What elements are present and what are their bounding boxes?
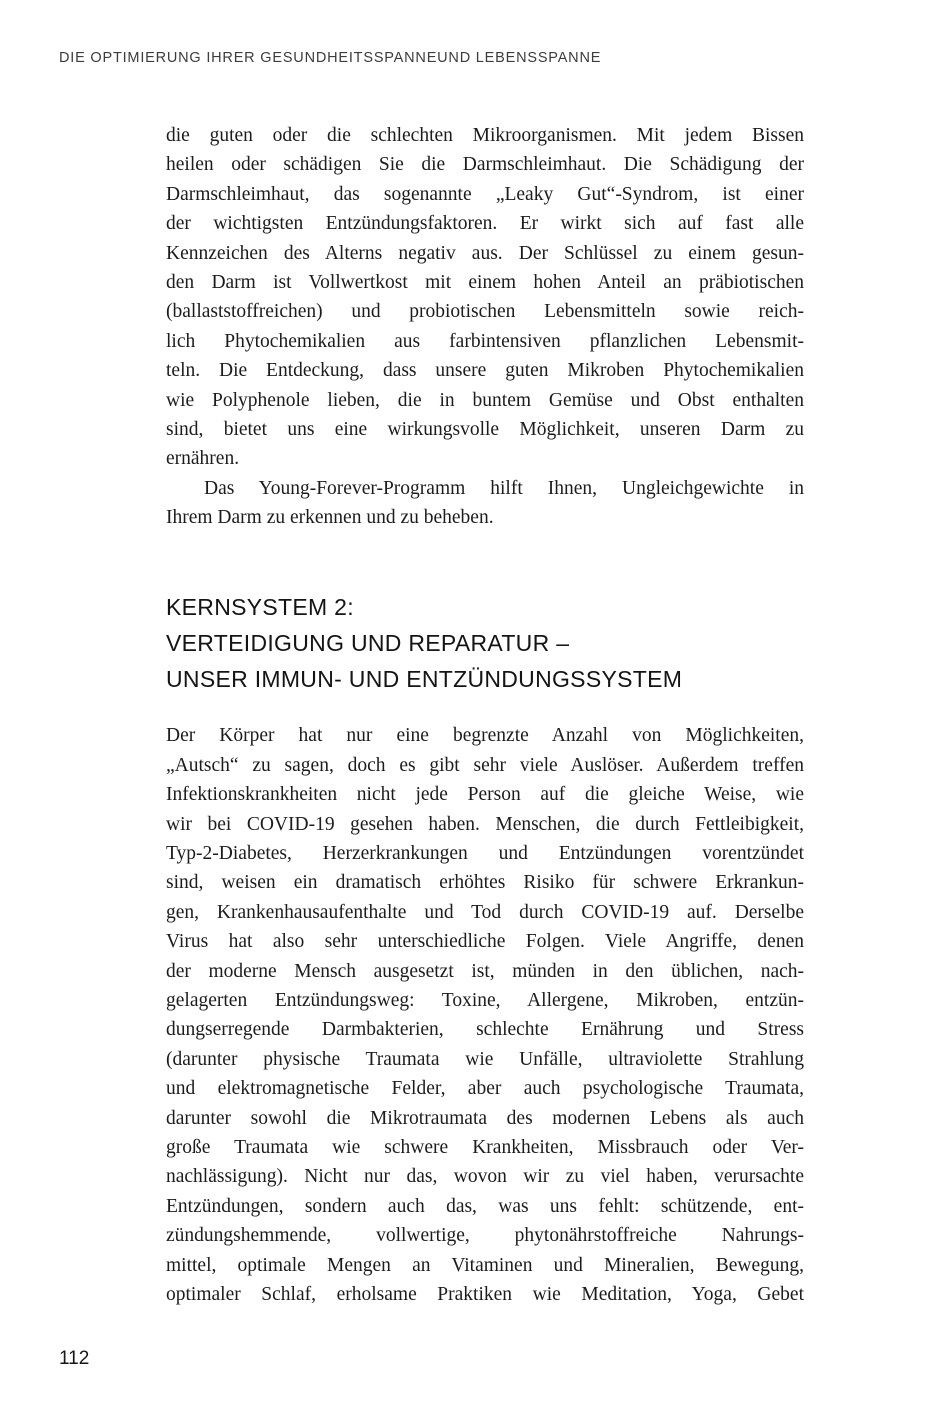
text-line: ernähren.	[166, 448, 240, 470]
text-line: dungserregende Darmbakterien, schlechte Ernährung und Stress	[166, 1019, 804, 1041]
text-line: Der Körper hat nur eine begrenzte Anzahl von Möglichkeiten,	[166, 725, 804, 747]
text-line: Kennzeichen des Alterns negativ aus. Der Schlüssel zu einem gesun-	[166, 242, 804, 264]
text-line: mittel, optimale Mengen an Vitaminen und Mineralien, Bewegung,	[166, 1254, 804, 1276]
running-header: DIE OPTIMIERUNG IHRER GESUNDHEITSSPANNEUND LEBENSSPANNE	[59, 50, 602, 66]
text-line: (darunter physische Traumata wie Unfälle, ultraviolette Strahlung	[166, 1048, 804, 1070]
section-heading-line: UNSER IMMUN- UND ENTZÜNDUNGSSYSTEM	[166, 666, 683, 693]
text-block	[166, 121, 804, 1309]
paragraph-2	[166, 474, 804, 533]
text-line: der wichtigsten Entzündungsfaktoren. Er wirkt sich auf fast alle	[166, 213, 804, 235]
paragraph-3	[166, 721, 804, 1309]
section-heading	[166, 589, 804, 697]
text-line: und elektromagnetische Felder, aber auch psychologische Traumata,	[166, 1078, 804, 1100]
text-line: Ihrem Darm zu erkennen und zu beheben.	[166, 507, 494, 529]
text-line: die guten oder die schlechten Mikroorganismen. Mit jedem Bissen	[166, 125, 804, 146]
section-heading-line: VERTEIDIGUNG UND REPARATUR –	[166, 630, 570, 657]
text-line: Infektionskrankheiten nicht jede Person auf die gleiche Weise, wie	[166, 784, 804, 806]
text-line: wie Polyphenole lieben, die in buntem Gemüse und Obst enthalten	[166, 389, 804, 411]
text-line: optimaler Schlaf, erholsame Praktiken wie Meditation, Yoga, Gebet	[166, 1283, 804, 1305]
text-line: Entzündungen, sondern auch das, was uns fehlt: schützende, ent-	[166, 1195, 804, 1217]
text-line: „Autsch“ zu sagen, doch es gibt sehr viele Auslöser. Außerdem treffen	[166, 754, 804, 776]
text-line: Das Young-Forever-Programm hilft Ihnen, Ungleichgewichte in	[204, 477, 804, 499]
text-line: sind, weisen ein dramatisch erhöhtes Risiko für schwere Erkrankun-	[166, 872, 804, 894]
text-line: darunter sowohl die Mikrotraumata des modernen Lebens als auch	[166, 1107, 804, 1129]
text-line: teln. Die Entdeckung, dass unsere guten Mikroben Phytochemikalien	[166, 360, 804, 382]
text-line: gelagerten Entzündungsweg: Toxine, Allergene, Mikroben, entzün-	[166, 989, 804, 1011]
text-line: Darmschleimhaut, das sogenannte „Leaky Gut“-Syndrom, ist einer	[166, 183, 804, 205]
text-line: wir bei COVID-19 gesehen haben. Menschen, die durch Fettleibigkeit,	[166, 813, 804, 835]
text-line: zündungshemmende, vollwertige, phytonährstoffreiche Nahrungs-	[166, 1225, 804, 1247]
section-heading-line: KERNSYSTEM 2:	[166, 594, 354, 621]
text-line: den Darm ist Vollwertkost mit einem hohen Anteil an präbiotischen	[166, 271, 804, 293]
text-line: heilen oder schädigen Sie die Darmschleimhaut. Die Schädigung der	[166, 154, 804, 176]
text-line: sind, bietet uns eine wirkungsvolle Möglichkeit, unseren Darm zu	[166, 418, 804, 440]
text-line: nachlässigung). Nicht nur das, wovon wir zu viel haben, verursachte	[166, 1166, 804, 1188]
page-number: 112	[59, 1348, 90, 1369]
text-line: Virus hat also sehr unterschiedliche Folgen. Viele Angriffe, denen	[166, 931, 804, 953]
paragraph-1	[166, 121, 804, 474]
text-line: (ballaststoffreichen) und probiotischen Lebensmitteln sowie reich-	[166, 301, 804, 323]
text-line: Typ-2-Diabetes, Herzerkrankungen und Entzündungen vorentzündet	[166, 843, 804, 865]
text-line: große Traumata wie schwere Krankheiten, Missbrauch oder Ver-	[166, 1136, 804, 1158]
text-line: der moderne Mensch ausgesetzt ist, münden in den üblichen, nach-	[166, 960, 804, 982]
text-line: gen, Krankenhausaufenthalte und Tod durch COVID-19 auf. Derselbe	[166, 901, 804, 923]
text-line: lich Phytochemikalien aus farbintensiven pflanzlichen Lebensmit-	[166, 330, 804, 352]
